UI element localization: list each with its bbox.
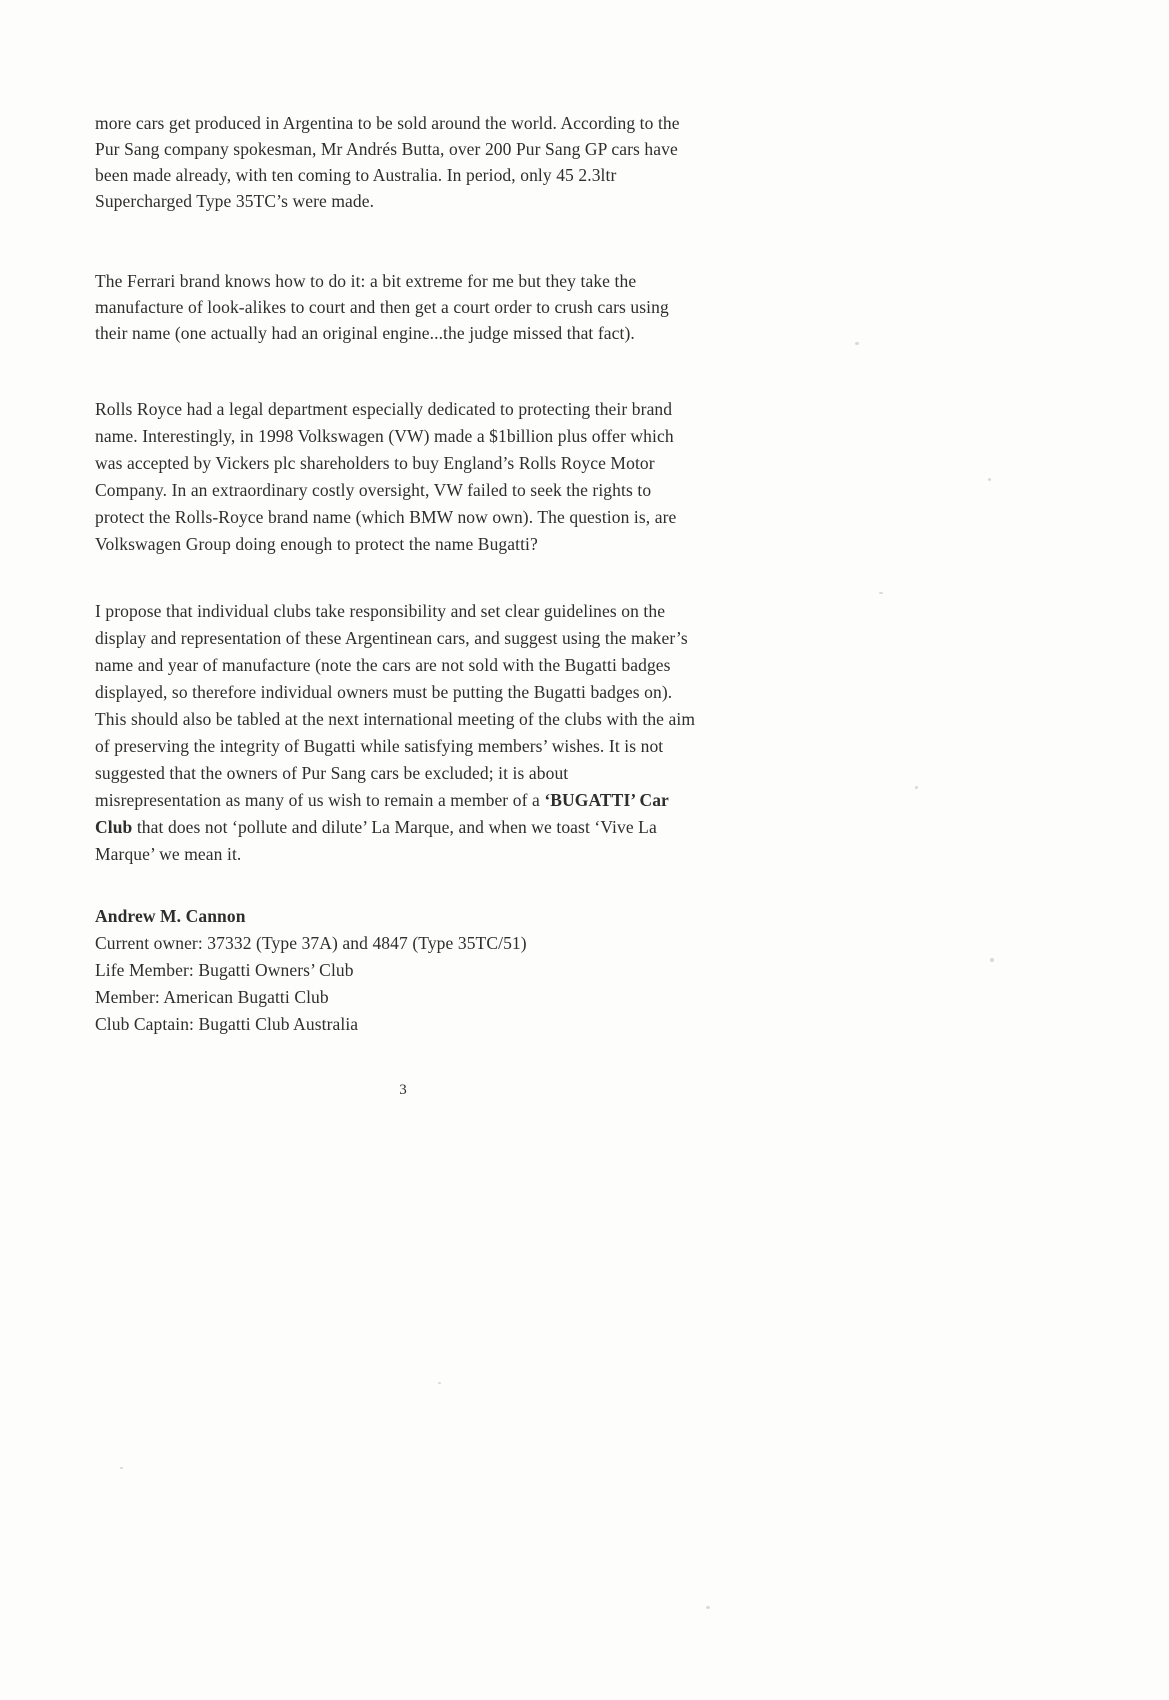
scan-speck	[879, 592, 883, 594]
text-line	[95, 787, 715, 814]
text-line: This should also be tabled at the next international meeting of the clubs with the aim	[95, 709, 696, 729]
signature-line-club-captain: Club Captain: Bugatti Club Australia	[95, 1014, 359, 1034]
signature-block	[95, 903, 715, 1038]
page-number: 3	[399, 1082, 407, 1098]
paragraph-pur-sang-production	[95, 110, 715, 214]
scan-speck	[706, 1606, 710, 1609]
text-line: Supercharged Type 35TC’s were made.	[95, 191, 375, 211]
signature-line-current-owner: Current owner: 37332 (Type 37A) and 4847 (Type 35TC/51)	[95, 933, 527, 953]
paragraph-rolls-royce	[95, 396, 715, 558]
scan-speck	[988, 478, 991, 481]
text-line: more cars get produced in Argentina to be sold around the world. According to the	[95, 113, 680, 133]
scan-speck	[855, 342, 859, 345]
text-segment: misrepresentation as many of us wish to remain a member of a	[95, 790, 545, 810]
paragraph-proposal	[95, 598, 715, 868]
text-line: Company. In an extraordinary costly oversight, VW failed to seek the rights to	[95, 480, 652, 500]
text-segment-bold: Club	[95, 817, 133, 837]
text-line	[95, 814, 715, 841]
text-line: Pur Sang company spokesman, Mr Andrés Butta, over 200 Pur Sang GP cars have	[95, 139, 678, 159]
text-line: suggested that the owners of Pur Sang cars be excluded; it is about	[95, 763, 569, 783]
signature-line-member: Member: American Bugatti Club	[95, 987, 329, 1007]
scan-speck	[990, 958, 994, 962]
text-line: Rolls Royce had a legal department especially dedicated to protecting their brand	[95, 399, 673, 419]
text-line: Volkswagen Group doing enough to protect the name Bugatti?	[95, 534, 538, 554]
signature-name: Andrew M. Cannon	[95, 906, 246, 926]
text-line: been made already, with ten coming to Australia. In period, only 45 2.3ltr	[95, 165, 617, 185]
text-line: was accepted by Vickers plc shareholders to buy England’s Rolls Royce Motor	[95, 453, 655, 473]
text-line: name and year of manufacture (note the cars are not sold with the Bugatti badges	[95, 655, 671, 675]
text-line: The Ferrari brand knows how to do it: a bit extreme for me but they take the	[95, 271, 637, 291]
text-line: manufacture of look-alikes to court and then get a court order to crush cars using	[95, 297, 669, 317]
signature-line-life-member: Life Member: Bugatti Owners’ Club	[95, 960, 354, 980]
text-line: displayed, so therefore individual owners must be putting the Bugatti badges on).	[95, 682, 673, 702]
text-line: name. Interestingly, in 1998 Volkswagen (VW) made a $1billion plus offer which	[95, 426, 674, 446]
text-segment-bold: ‘BUGATTI’ Car	[544, 790, 669, 810]
text-line: I propose that individual clubs take responsibility and set clear guidelines on the	[95, 601, 666, 621]
text-line: of preserving the integrity of Bugatti while satisfying members’ wishes. It is not	[95, 736, 664, 756]
text-line: display and representation of these Argentinean cars, and suggest using the maker’s	[95, 628, 688, 648]
scan-speck	[438, 1382, 441, 1384]
scan-speck	[120, 1467, 123, 1469]
text-line: their name (one actually had an original engine...the judge missed that fact).	[95, 323, 635, 343]
text-line: protect the Rolls-Royce brand name (which BMW now own). The question is, are	[95, 507, 677, 527]
text-segment: that does not ‘pollute and dilute’ La Marque, and when we toast ‘Vive La	[132, 817, 657, 837]
scan-speck	[915, 786, 918, 789]
paragraph-ferrari-brand	[95, 268, 715, 346]
text-line: Marque’ we mean it.	[95, 844, 242, 864]
